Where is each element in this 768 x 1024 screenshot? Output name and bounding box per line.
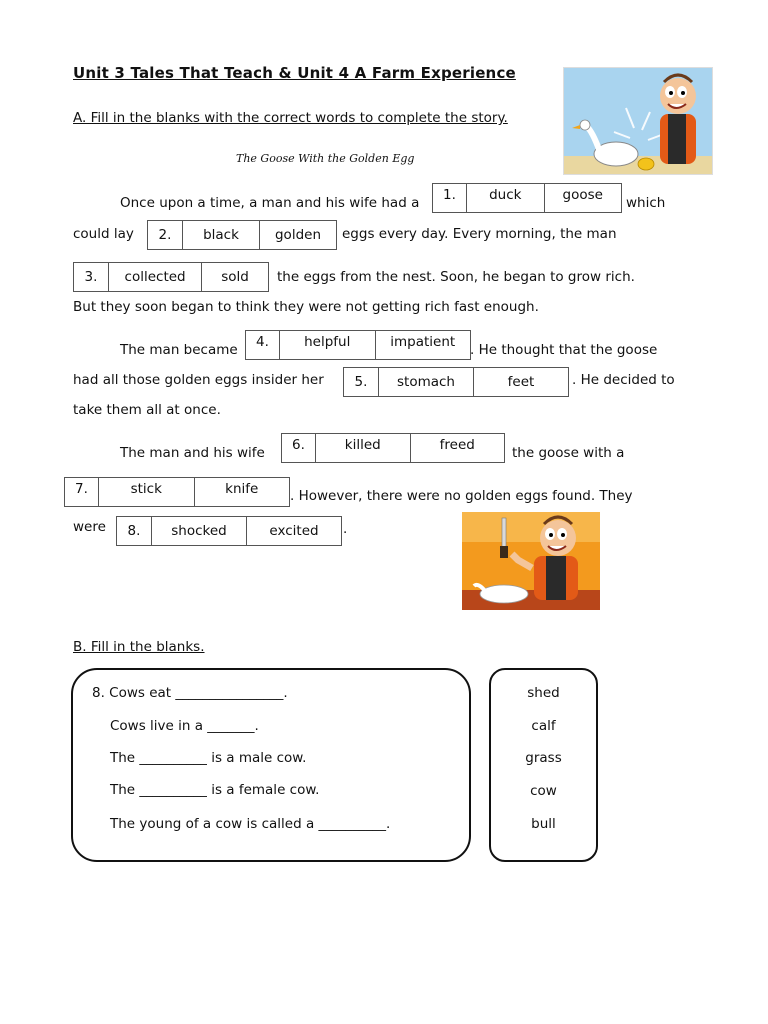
story-text: the eggs from the nest. Soon, he began to grow rich. bbox=[277, 269, 635, 285]
story-text: take them all at once. bbox=[73, 402, 221, 418]
choice-option[interactable]: collected bbox=[124, 269, 186, 285]
word-bank-item: shed bbox=[527, 685, 560, 701]
choice-option[interactable]: stick bbox=[130, 481, 162, 497]
choice-box-8 bbox=[116, 516, 342, 546]
story-text: . However, there were no golden eggs found. They bbox=[290, 488, 633, 504]
story-text: . He decided to bbox=[572, 372, 675, 388]
choice-option[interactable]: duck bbox=[489, 187, 522, 203]
sentence-2: Cows live in a _______. bbox=[110, 718, 259, 734]
choice-box-5 bbox=[343, 367, 569, 397]
story-text: had all those golden eggs insider her bbox=[73, 372, 324, 388]
story-text: Once upon a time, a man and his wife had a bbox=[120, 195, 420, 211]
choice-box-1 bbox=[432, 183, 622, 213]
word-bank-item: bull bbox=[531, 816, 556, 832]
choice-box-2 bbox=[147, 220, 337, 250]
choice-number: 3. bbox=[74, 263, 109, 291]
choice-option[interactable]: freed bbox=[410, 434, 505, 462]
choice-number: 6. bbox=[282, 434, 316, 462]
choice-option[interactable]: impatient bbox=[375, 331, 471, 359]
section-b-instruction: B. Fill in the blanks. bbox=[73, 639, 205, 655]
choice-option[interactable]: killed bbox=[344, 437, 381, 453]
choice-option[interactable]: knife bbox=[194, 478, 290, 506]
story-text: eggs every day. Every morning, the man bbox=[342, 226, 617, 242]
sentence-1: 8. Cows eat ________________. bbox=[92, 685, 288, 701]
story-title: The Goose With the Golden Egg bbox=[236, 152, 415, 165]
choice-option[interactable]: sold bbox=[201, 263, 268, 291]
choice-option[interactable]: golden bbox=[259, 221, 336, 249]
choice-number: 4. bbox=[246, 331, 280, 359]
story-text: . bbox=[343, 521, 348, 537]
choice-option[interactable]: black bbox=[203, 227, 239, 243]
story-text: . He thought that the goose bbox=[470, 342, 658, 358]
choice-option[interactable]: goose bbox=[544, 184, 622, 212]
choice-box-6 bbox=[281, 433, 505, 463]
choice-box-7 bbox=[64, 477, 290, 507]
choice-option[interactable]: stomach bbox=[397, 374, 455, 390]
choice-number: 8. bbox=[117, 517, 152, 545]
word-bank-item: calf bbox=[531, 718, 556, 734]
story-text: the goose with a bbox=[512, 445, 625, 461]
choice-option[interactable]: excited bbox=[246, 517, 341, 545]
sentence-3: The __________ is a male cow. bbox=[110, 750, 307, 766]
page-title: Unit 3 Tales That Teach & Unit 4 A Farm Experience bbox=[73, 64, 516, 82]
story-text: The man became bbox=[120, 342, 238, 358]
story-text: The man and his wife bbox=[120, 445, 265, 461]
section-a-instruction: A. Fill in the blanks with the correct words to complete the story. bbox=[73, 110, 508, 126]
story-text: could lay bbox=[73, 226, 134, 242]
word-bank-item: cow bbox=[530, 783, 557, 799]
goose-illustration bbox=[563, 67, 713, 175]
sentence-4: The __________ is a female cow. bbox=[110, 782, 320, 798]
choice-box-4 bbox=[245, 330, 471, 360]
story-text: But they soon began to think they were not getting rich fast enough. bbox=[73, 299, 539, 315]
choice-option[interactable]: feet bbox=[473, 368, 568, 396]
choice-number: 1. bbox=[433, 184, 467, 212]
choice-option[interactable]: shocked bbox=[171, 523, 227, 539]
choice-number: 2. bbox=[148, 221, 183, 249]
choice-option[interactable]: helpful bbox=[304, 334, 351, 350]
word-bank-item: grass bbox=[525, 750, 562, 766]
story-text: were bbox=[73, 519, 106, 535]
choice-number: 5. bbox=[344, 368, 379, 396]
knife-illustration bbox=[462, 512, 600, 610]
choice-number: 7. bbox=[65, 478, 99, 506]
choice-box-3 bbox=[73, 262, 269, 292]
sentence-5: The young of a cow is called a __________. bbox=[110, 816, 391, 832]
story-text: which bbox=[626, 195, 666, 211]
